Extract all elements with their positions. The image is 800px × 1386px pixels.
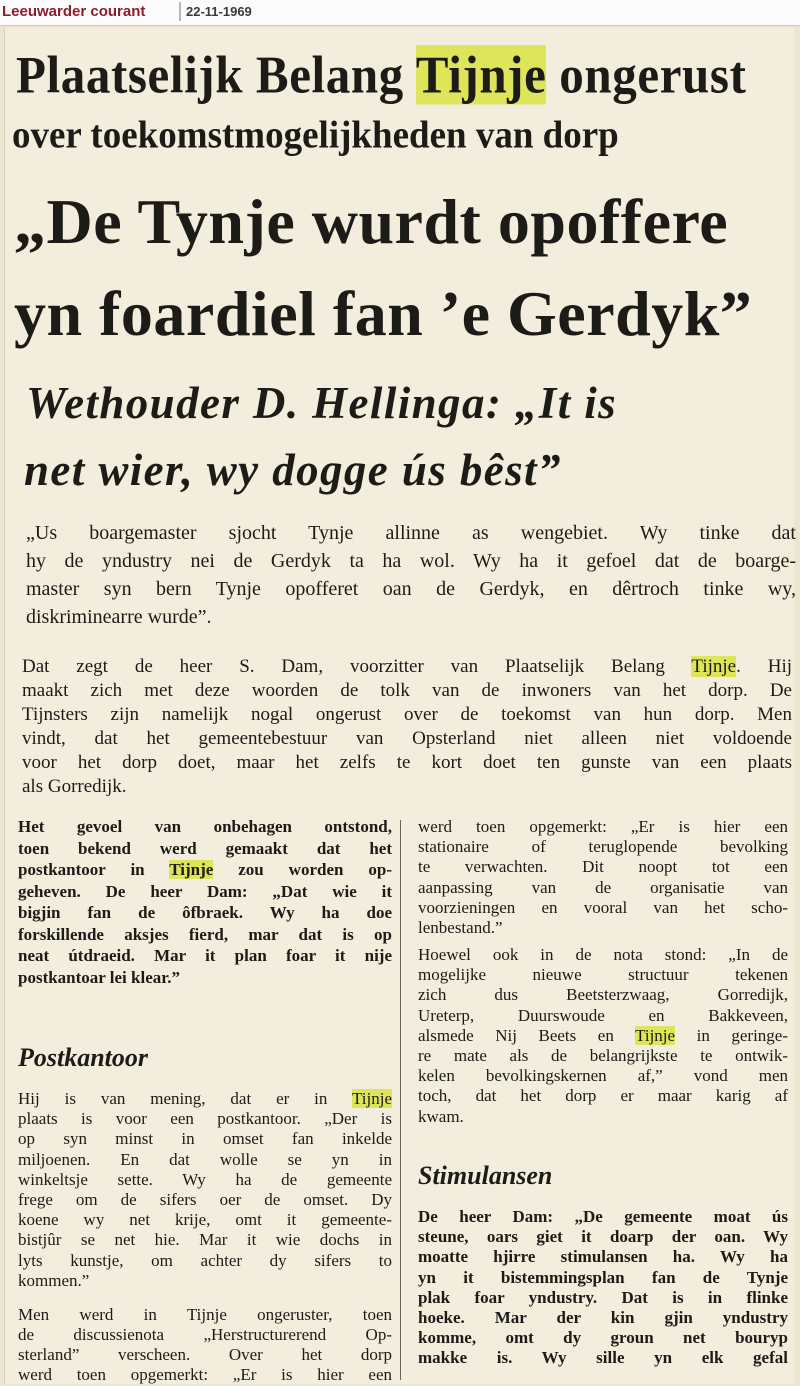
- text-segment: toch, dat het dorp er maar karig af: [418, 1086, 788, 1106]
- text-line: yn it bistemmingsplan fan de Tynje: [418, 1267, 788, 1287]
- text-line: [418, 1046, 788, 1068]
- headline-quote-line2: yn foardiel fan ’e Gerdyk”: [14, 278, 753, 349]
- text-line: [22, 656, 792, 680]
- text-segment: geheven. De heer Dam: „Dat wie it: [18, 881, 392, 901]
- text-line: [18, 1271, 392, 1293]
- text-segment: kommen.”: [18, 1270, 90, 1290]
- text-segment: Het gevoel van onbehagen ontstond,: [18, 817, 392, 836]
- text-segment: neat útdraeid. Mar it plan foar it nije: [18, 946, 392, 965]
- text-line: [418, 945, 788, 967]
- text-line: [18, 925, 392, 947]
- text-line: werd toen opgemerkt: „Er is hier een: [18, 1365, 392, 1384]
- text-segment: Dat zegt de heer S. Dam, voorzitter van Plaatselijk Belang: [22, 656, 692, 677]
- text-line: [18, 1251, 392, 1273]
- headline-text: ongerust: [546, 45, 747, 105]
- text-line: moatte hjirre stimulansen ha. Wy ha: [418, 1247, 788, 1267]
- text-line: [18, 860, 392, 882]
- text-line: [18, 1230, 392, 1252]
- text-segment: zich dus Beetsterzwaag, Gorredijk,: [418, 985, 788, 1005]
- text-line: [22, 776, 792, 800]
- text-line: lenbestand.”: [418, 918, 503, 937]
- search-hit-highlight: Tijnje: [169, 860, 214, 879]
- text-segment: Hoewel ook in de nota stond: „In de: [418, 945, 788, 964]
- subhead-postkantoor: Postkantoor: [18, 1043, 149, 1072]
- text-line: [18, 1129, 392, 1151]
- text-segment: forskillende aksjes fierd, mar dat is op: [18, 924, 392, 944]
- text-segment: voor het dorp doet, maar het zelfs te kort doet ten gunste van een plaats: [22, 752, 792, 773]
- text-line: stationaire of teruglopende bevolking: [418, 837, 788, 857]
- text-line: [22, 728, 792, 752]
- text-line: De heer Dam: „De gemeente moat ús: [418, 1207, 788, 1226]
- text-segment: postkantoar lei klear.”: [18, 967, 180, 987]
- text-segment: postkantoor in: [18, 860, 170, 879]
- subhead-stimulansen: Stimulansen: [418, 1161, 553, 1190]
- column-divider: [400, 820, 401, 1380]
- text-line: [18, 817, 392, 839]
- text-segment: kwam.: [418, 1106, 464, 1126]
- text-segment: re mate als de belangrijkste te ontwik-: [418, 1046, 788, 1065]
- text-segment: . Hij: [736, 656, 792, 677]
- intro-line: master syn bern Tynje opofferet oan de Gerdyk, en dêrtroch tinke wy,: [26, 578, 796, 600]
- text-segment: Tijnsters zijn namelijk nogal ongerust over de toekomst van hun dorp. Men: [22, 704, 792, 725]
- text-segment: kelen bevolkingskernen af,” vond men: [418, 1066, 788, 1086]
- text-line: werd toen opgemerkt: „Er is hier een: [418, 817, 788, 836]
- text-line: [18, 1170, 392, 1192]
- text-segment: bistjûr se net hie. Mar it wie dochs in: [18, 1230, 392, 1250]
- text-line: [418, 1026, 788, 1048]
- text-line: [418, 1086, 788, 1108]
- headline-quote-line1: „De Tynje wurdt opoffere: [14, 186, 729, 257]
- text-line: [18, 1089, 392, 1111]
- text-segment: koene wy net krije, omt it gemeente-: [18, 1210, 392, 1230]
- intro-line: hy de yndustry nei de Gerdyk ta ha wol. Wy ha it gefoel dat de boarge-: [26, 550, 796, 572]
- text-segment: mogelijke nieuwe structuur tekenen: [418, 965, 788, 985]
- search-hit-highlight: Tijnje: [691, 656, 737, 677]
- text-line: hoeke. Mar der kin gjin yndustry: [418, 1308, 788, 1327]
- text-line: aanpassing van de organisatie van: [418, 877, 788, 897]
- headline-italic-line2: net wier, wy dogge ús bêst”: [24, 445, 562, 495]
- text-line: [22, 680, 792, 704]
- text-line: [418, 1107, 788, 1129]
- text-segment: Hij is van mening, dat er in: [18, 1089, 352, 1108]
- text-segment: bigjin fan de ôfbraek. Wy ha doe: [18, 903, 392, 922]
- text-line: voorzieningen en vooral van het scho-: [418, 897, 788, 917]
- text-line: [18, 946, 392, 968]
- text-line: [18, 1210, 392, 1232]
- text-segment: maakt zich met deze woorden de tolk van de inwoners van het dorp. De: [22, 680, 792, 701]
- text-line: [18, 903, 392, 925]
- text-line: Men werd in Tijnje ongeruster, toen: [18, 1305, 392, 1324]
- text-segment: frege om de sifers oer de omset. Dy: [18, 1190, 392, 1209]
- text-segment: winkeltsje sette. Wy ha de gemeente: [18, 1169, 392, 1189]
- text-line: de discussienota „Herstructurerend Op-: [18, 1325, 392, 1344]
- text-line: plak foar yndustry. Dat is in flinke: [418, 1287, 788, 1307]
- text-line: steune, oars giet it doarp der oan. Wy: [418, 1227, 788, 1247]
- headline-italic-line1: Wethouder D. Hellinga: „It is: [26, 378, 618, 428]
- text-segment: plaats is voor een postkantoor. „Der is: [18, 1109, 392, 1129]
- text-segment: in geringe-: [675, 1025, 788, 1045]
- text-line: komme, omt dy groun net bouryp: [418, 1328, 788, 1348]
- text-segment: miljoenen. En dat wolle se yn in: [18, 1149, 392, 1169]
- text-line: [418, 1006, 788, 1028]
- headline-text: Plaatselijk Belang: [16, 45, 416, 105]
- text-segment: alsmede Nij Beets en: [418, 1025, 636, 1045]
- search-hit-highlight: Tijnje: [635, 1025, 676, 1045]
- search-hit-highlight: Tijnje: [415, 45, 547, 105]
- intro-line: „Us boargemaster sjocht Tynje allinne as wengebiet. Wy tinke dat: [26, 522, 796, 544]
- viewer-header: [0, 0, 800, 26]
- headline-main: [16, 44, 747, 106]
- text-line: [418, 985, 788, 1007]
- text-line: [22, 704, 792, 728]
- text-segment: Ureterp, Duurswoude en Bakkeveen,: [418, 1005, 788, 1025]
- text-line: [18, 1190, 392, 1212]
- headline-subtitle: over toekomstmogelijkheden van dorp: [12, 114, 619, 158]
- text-segment: lyts kunstje, om achter dy sifers to: [18, 1250, 392, 1270]
- text-line: [18, 882, 392, 904]
- header-separator: [179, 2, 181, 21]
- text-line: te verwachten. Dit noopt tot een: [418, 857, 788, 877]
- text-line: [18, 1109, 392, 1131]
- text-line: [18, 839, 392, 861]
- intro-line: diskriminearre wurde”.: [26, 606, 212, 628]
- text-line: [418, 965, 788, 987]
- text-line: [22, 752, 792, 776]
- text-line: [418, 1066, 788, 1088]
- text-segment: toen bekend werd gemaakt dat het: [18, 838, 392, 858]
- text-line: [18, 1150, 392, 1172]
- text-line: [18, 968, 392, 990]
- text-line: makke is. Wy sille yn elk gefal: [418, 1348, 788, 1368]
- text-segment: vindt, dat het gemeentebestuur van Opsterland niet alleen niet voldoende: [22, 728, 792, 749]
- text-line: sterland” verscheen. Over het dorp: [18, 1345, 392, 1364]
- newspaper-title-link[interactable]: Leeuwarder courant: [2, 3, 146, 20]
- text-segment: zou worden op-: [213, 860, 392, 879]
- text-segment: als Gorredijk.: [22, 776, 127, 797]
- text-segment: op syn minst in omset fan inkelde: [18, 1129, 392, 1149]
- publication-date: 22-11-1969: [186, 4, 252, 19]
- search-hit-highlight: Tijnje: [351, 1089, 392, 1108]
